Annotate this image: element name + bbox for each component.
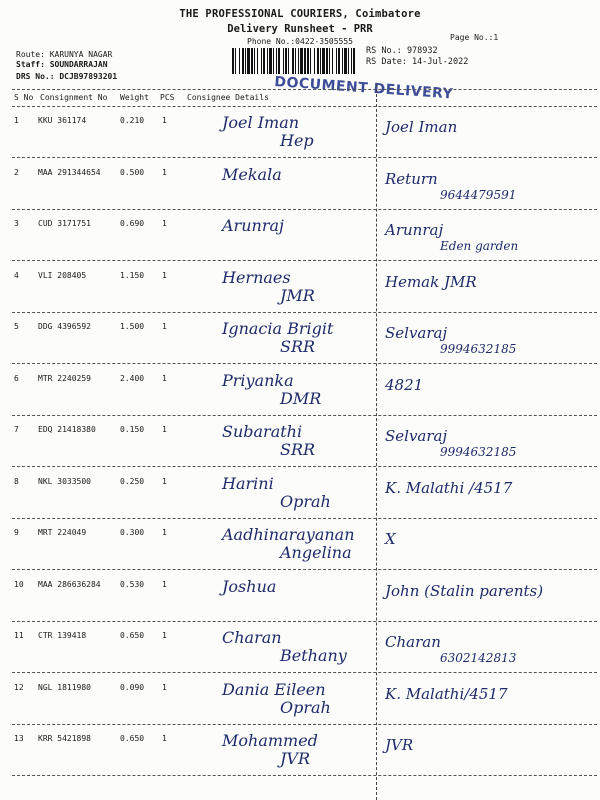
barcode-bar [278,48,280,74]
col-consignee: Consignee Details [187,93,269,102]
company-name: THE PROFESSIONAL COURIERS, Coimbatore [179,8,421,20]
table-row [0,314,600,364]
table-row [0,160,600,210]
receiver-signature: Selvaraj [385,324,448,342]
consignment-number: CUD 3171751 [38,219,91,228]
consignment-number: MAA 286636284 [38,579,101,589]
receiver-signature: John (Stalin parents) [385,581,544,600]
table-row [0,469,600,519]
consignee-name-line1: Joshua [222,576,277,596]
row-sno: 5 [14,322,19,331]
consignee-name [210,263,315,305]
weight-value: 0.150 [120,425,145,434]
barcode-bar [285,48,287,74]
pcs-count: 1 [162,734,167,743]
consignee-name-line1: Joel Iman [222,113,300,132]
receiver-note: Eden garden [440,239,519,253]
consignment-number: MRT 224049 [38,528,87,537]
consignee-name-line2: Bethany [280,646,347,665]
row-divider [12,363,597,364]
row-sno: 9 [14,528,19,537]
receiver-note: 9994632185 [440,342,517,356]
barcode-bar [353,48,355,74]
pcs-count: 1 [162,682,167,692]
row-divider [12,672,597,673]
consignee-name-line1: Arunraj [222,216,284,235]
consignment-number: MTR 2240259 [38,373,91,383]
barcode-bar [232,48,234,74]
row-sno: 8 [14,476,19,486]
consignee-name-line2: JMR [280,285,315,305]
weight-value: 0.210 [120,116,145,125]
weight-value: 0.650 [120,631,145,640]
consignment-number: EDQ 21418380 [38,425,96,434]
row-sno: 10 [14,579,24,589]
barcode-bar [254,48,255,74]
consignee-name [210,160,282,184]
barcode-bar [320,48,321,74]
row-divider [12,157,597,158]
barcode [232,48,356,74]
barcode-bar [251,48,253,74]
page-number: Page No.:1 [450,33,499,42]
row-sno: 12 [14,682,24,692]
barcode-bar [267,48,268,74]
pcs-count: 1 [162,219,167,228]
barcode-bar [242,48,244,74]
col-weight: Weight [120,93,149,102]
row-divider [12,260,597,261]
barcode-bar [351,48,352,74]
col-consignment: Consignment No [40,93,108,102]
column-header-divider [12,106,597,107]
consignee-name-line2: SRR [280,337,316,356]
receiver-signature: Charan [385,633,441,651]
consignment-number: DDG 4396592 [38,322,91,331]
consignee-name-line1: Mohammed [222,731,318,750]
drs-number: DRS No.: DCJB97893201 [16,72,118,81]
weight-value: 0.300 [120,528,145,537]
receiver-signature: Arunraj [385,221,444,239]
consignee-name-line2: JVR [280,749,311,768]
consignee-name-line2: Hep [280,131,314,150]
row-sno: 7 [14,425,19,434]
receiver-signature: K. Malathi/4517 [385,684,508,703]
pcs-count: 1 [162,167,167,177]
barcode-bar [342,48,343,74]
pcs-count: 1 [162,322,167,331]
consignee-name [210,572,280,596]
consignment-number: MAA 291344654 [38,167,101,177]
receiver-note: 9994632185 [440,445,517,459]
consignee-name-line2: DMR [280,388,322,408]
consignee-name [210,675,331,717]
table-row [0,520,600,570]
consignee-name [210,211,284,235]
receiver-signature: X [385,530,396,548]
pcs-count: 1 [162,270,167,280]
table-row [0,211,600,261]
consignment-number: NKL 3033500 [38,476,91,486]
barcode-bar [269,48,272,74]
row-sno: 13 [14,734,24,743]
consignment-number: KRR 5421898 [38,734,91,743]
receiver-signature: Hemak JMR [385,272,477,291]
receiver-note: 9644479591 [440,187,517,202]
barcode-bar [304,48,306,74]
barcode-bar [273,48,274,74]
consignee-name-line1: Subarathi [222,422,303,441]
receiver-signature: 4821 [385,375,424,394]
barcode-bar [344,48,347,74]
row-sno: 4 [14,270,19,280]
row-divider [12,209,597,210]
weight-value: 0.530 [120,579,145,589]
barcode-bar [245,48,246,74]
consignment-number: NGL 1811980 [38,682,91,692]
barcode-bar [300,48,303,74]
weight-value: 0.250 [120,476,145,486]
barcode-bar [317,48,319,74]
barcode-bar [336,48,337,74]
rs-date: RS Date: 14-Jul-2022 [366,57,469,67]
consignee-name-line2: SRR [280,440,316,459]
pcs-count: 1 [162,476,167,486]
barcode-bar [348,48,349,74]
consignee-name-line1: Mekala [222,164,282,184]
barcode-bar [332,48,333,74]
consignee-name-line2: Angelina [280,543,352,562]
row-divider [12,775,597,776]
consignee-name [210,108,314,150]
header-divider [12,89,597,90]
consignee-name-line1: Priyanka [222,370,294,390]
pcs-count: 1 [162,631,167,640]
consignee-name [210,469,331,511]
consignee-name-line1: Harini [222,473,274,493]
document-delivery-stamp: DOCUMENT DELIVERY [273,74,454,103]
consignee-name-line1: Aadhinarayanan [222,525,355,544]
receiver-signature: JVR [385,736,414,754]
consignee-name [210,366,321,408]
barcode-bar [307,48,309,74]
barcode-bar [310,48,311,74]
consignee-name-line1: Charan [222,628,282,647]
row-divider [12,466,597,467]
weight-value: 0.500 [120,167,145,177]
weight-value: 0.090 [120,682,145,692]
table-row [0,417,600,467]
barcode-bar [288,48,289,74]
row-sno: 11 [14,631,24,640]
barcode-bar [326,48,328,74]
consignee-name [210,623,347,665]
barcode-bar [257,48,258,74]
barcode-bar [322,48,325,74]
consignee-name [210,520,355,562]
barcode-bar [276,48,277,74]
consignee-name [210,417,315,459]
barcode-bar [239,48,240,74]
barcode-bar [314,48,315,74]
row-sno: 2 [14,167,19,177]
table-row [0,726,600,776]
receiver-signature: Joel Iman [385,118,458,136]
weight-value: 1.150 [120,270,145,280]
receiver-signature: Selvaraj [385,427,448,445]
table-row [0,572,600,622]
weight-value: 1.500 [120,322,145,331]
pcs-count: 1 [162,425,167,434]
pcs-count: 1 [162,528,167,537]
barcode-bar [329,48,330,74]
consignee-name [210,314,333,356]
pcs-count: 1 [162,373,167,383]
consignee-name-line2: Oprah [280,697,331,717]
weight-value: 0.690 [120,219,145,228]
table-row [0,108,600,158]
col-pcs: PCS [160,93,175,102]
table-row [0,366,600,416]
row-divider [12,415,597,416]
row-sno: 6 [14,373,19,383]
consignee-name-line1: Ignacia Brigit [222,319,334,338]
consignment-number: VLI 208405 [38,270,87,280]
barcode-bar [295,48,296,74]
barcode-bar [292,48,294,74]
row-divider [12,312,597,313]
row-divider [12,724,597,725]
receiver-signature: Return [385,169,438,188]
table-row [0,263,600,313]
receiver-signature: K. Malathi /4517 [385,478,513,497]
barcode-bar [263,48,265,74]
row-divider [12,621,597,622]
weight-value: 2.400 [120,373,145,383]
barcode-bar [283,48,284,74]
receiver-note: 6302142813 [440,651,517,665]
consignee-name [210,726,318,768]
pcs-count: 1 [162,579,167,589]
weight-value: 0.650 [120,734,145,743]
barcode-bar [298,48,299,74]
barcode-bar [261,48,262,74]
row-divider [12,518,597,519]
rs-number: RS No.: 978932 [366,46,438,56]
row-sno: 3 [14,219,19,228]
phone-number: Phone No.:0422-3505555 [247,37,353,46]
row-divider [12,569,597,570]
barcode-bar [247,48,250,74]
table-row [0,675,600,725]
row-sno: 1 [14,116,19,125]
barcode-bar [338,48,340,74]
consignee-name-line1: Dania Eileen [222,679,326,699]
table-row [0,623,600,673]
staff-label: Staff: SOUNDARRAJAN [16,60,108,69]
barcode-bar [235,48,236,74]
route-label: Route: KARUNYA NAGAR [16,50,113,59]
consignment-number: CTR 139418 [38,631,87,640]
document-title: Delivery Runsheet - PRR [227,23,373,35]
consignee-name-line1: Hernaes [222,267,291,287]
col-sno: S No [14,93,34,102]
consignment-number: KKU 361174 [38,116,87,125]
consignee-name-line2: Oprah [280,491,331,511]
pcs-count: 1 [162,116,167,125]
